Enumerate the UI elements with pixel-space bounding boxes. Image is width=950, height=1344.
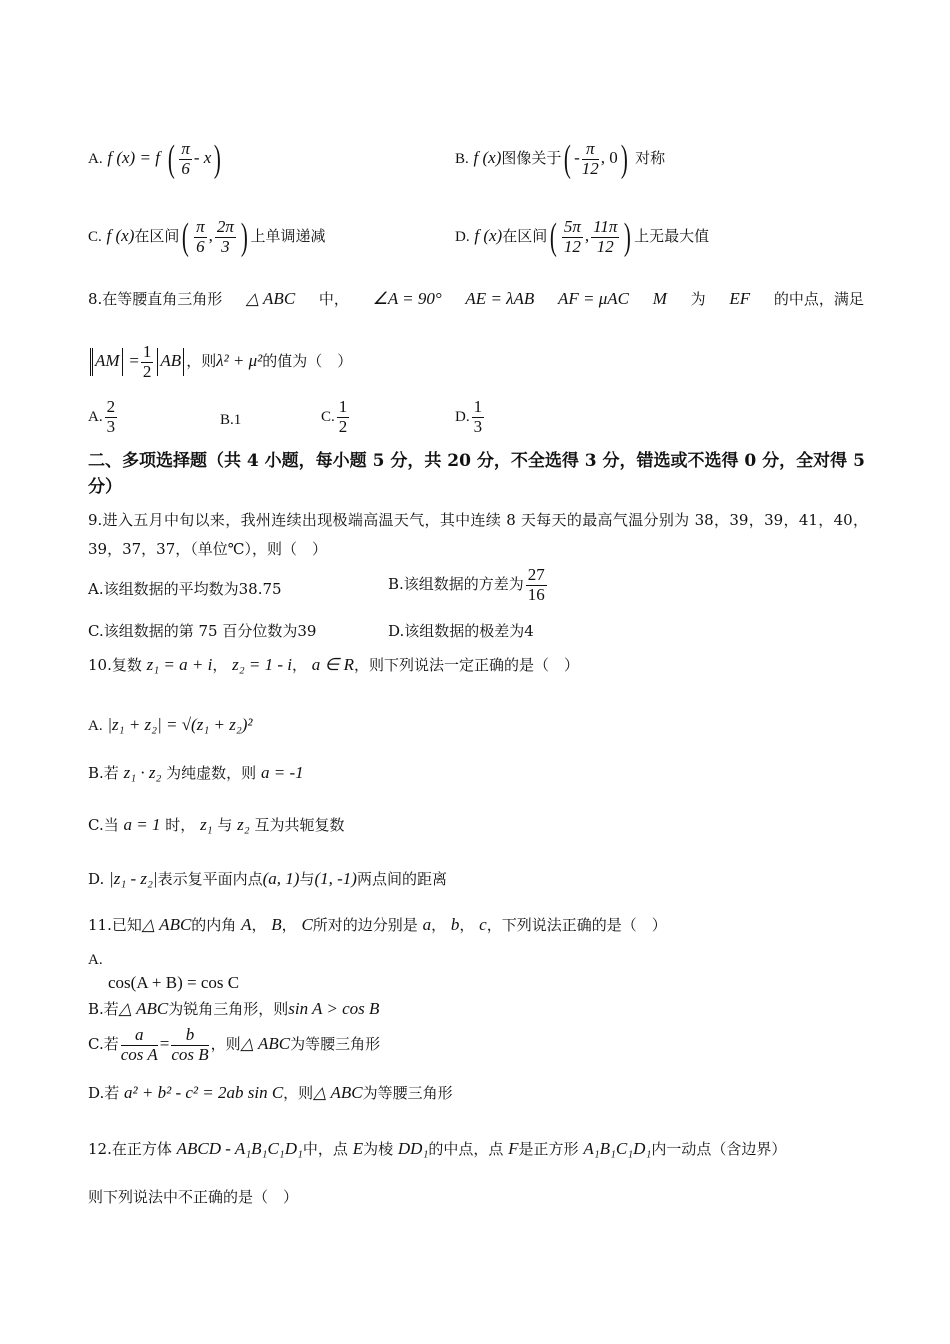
q11-option-c: C.若 $\frac{a}{\text{cos A}}$ = $\frac{b}{\text{cos B}}$ ，则△ ABC为等腰三角形 [88,1025,381,1064]
function-expr: f (x) = f [107,148,160,168]
q9-stem: 9.进入五月中旬以来，我州连续出现极端高温天气，其中连续 8 天每天的最高气温分别为 38，39，39，41，40，39，37，37，（单位℃），则（ ） [88,511,868,558]
q9-option-a: A.该组数据的平均数为38.75 [88,580,282,598]
fraction: $\frac{11\pi}{12}$ [593,217,618,256]
fraction: $\frac{1}{2}$ [142,342,152,381]
q8-option-c: C. $\frac{1}{2}$ [321,397,348,436]
q7-option-b: B. f (x)图像关于( - $\frac{\pi}{12}$ , 0) 对称 [455,138,666,181]
q7-option-c: C. f (x)在区间( $\frac{\pi}{6}$ , $\frac{2\pi}{3}$ ) 上单调递减 [88,216,326,259]
fraction: $\frac{5\pi}{12}$ [563,217,581,256]
q11-stem: 11.已知△ ABC的内角 A， B， C所对的边分别是 a， b， c，下列说法正确的是（ ） [88,915,667,934]
q9-option-b: B.该组数据的方差为 $\frac{27}{16}$ [388,565,545,604]
fraction: $\frac{\pi}{6}$ [196,217,205,256]
fraction: $\frac{\pi}{12}$ [581,139,599,178]
q8-stem-line1: 8.在等腰直角三角形 △ ABC 中， ∠A = 90° AE = λAB AF = μAC M 为 EF 的中点，满足 [88,289,864,308]
q10-option-d: D. |z₁ - z₂|表示复平面内点(a, 1)与(1, -1)两点间的距离 [88,869,447,888]
q11-option-b: B.若△ ABC为锐角三角形，则sin A > cos B [88,999,380,1018]
q7-option-d: D. f (x)在区间( $\frac{5\pi}{12}$ , $\frac{11\pi}{12}$ ) 上无最大值 [455,216,710,259]
option-label: A. [88,151,103,168]
q7-option-a: A. f (x) = f ( $\frac{\pi}{6}$ - x) [88,138,222,181]
fraction: $\frac{\pi}{6}$ [181,139,190,178]
q10-option-c: C.当 a = 1 时， z₁ 与 z₂ 互为共轭复数 [88,815,345,834]
q11-option-a: A. cos(A + B) = cos C [88,952,240,992]
q11-option-d: D.若 a² + b² - c² = 2ab sin C，则△ ABC为等腰三角形 [88,1083,453,1102]
q9-option-d: D.该组数据的极差为4 [388,622,534,640]
q8-stem-line2: AM = $\frac{1}{2}$ AB ，则λ² + μ²的值为（ ） [88,343,352,381]
q10-stem: 10.复数 z₁ = a + i， z₂ = 1 - i， a ∈ R，则下列说法一定正确的是（ ） [88,655,580,674]
q8-option-a: A. $\frac{2}{3}$ [88,397,116,436]
q12-stem-line2: 则下列说法中不正确的是（ ） [88,1188,299,1206]
q9-option-c: C.该组数据的第 75 百分位数为39 [88,622,317,640]
section-heading: 二、多项选择题（共 4 小题，每小题 5 分，共 20 分，不全选得 3 分，错选或不选得 0 分，全对得 5 分） [88,451,865,498]
fraction: $\frac{2\pi}{3}$ [216,217,234,256]
q12-stem-line1: 12.在正方体 ABCD - A₁B₁C₁D₁中，点 E为棱 DD₁的中点，点 F是正方形 A₁B₁C₁D₁内一动点（含边界） [88,1139,787,1158]
q8-option-b: B.1 [220,412,242,428]
q10-option-b: B.若 z₁ · z₂ 为纯虚数，则 a = -1 [88,763,304,782]
q10-option-a: A. |z₁ + z₂| = √(z₁ + z₂)² [88,715,253,734]
q8-option-d: D. $\frac{1}{3}$ [455,397,483,436]
